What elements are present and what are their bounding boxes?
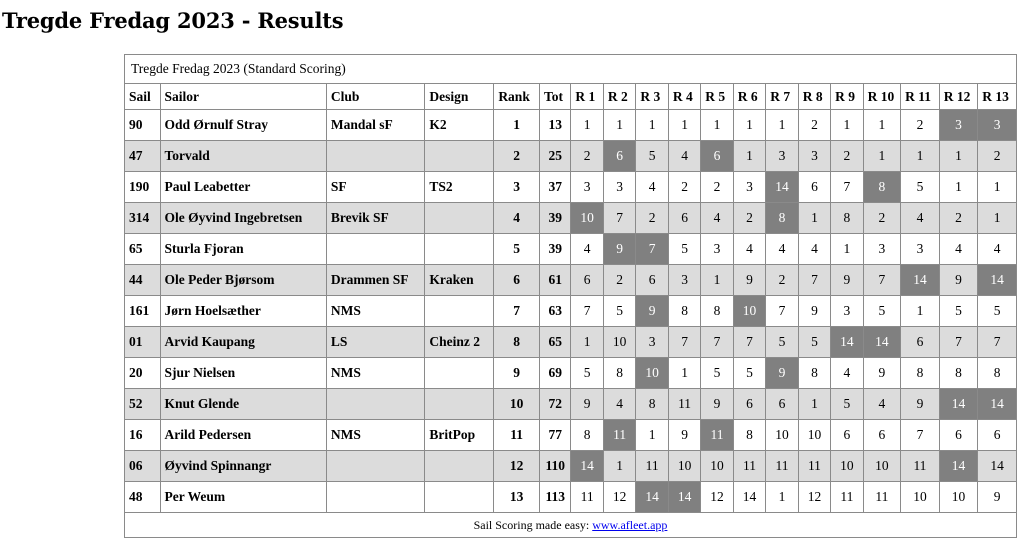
total-points: 110 xyxy=(539,451,570,482)
sailor-name: Knut Glende xyxy=(160,389,326,420)
sailor-name: Jørn Hoelsæther xyxy=(160,296,326,327)
column-header-tot: Tot xyxy=(539,84,570,110)
race-score: 5 xyxy=(603,296,635,327)
race-score-discarded: 11 xyxy=(701,420,733,451)
race-score-discarded: 8 xyxy=(766,203,798,234)
race-score: 4 xyxy=(636,172,668,203)
table-header-row xyxy=(125,84,1017,110)
table-row xyxy=(125,172,1017,203)
table-row xyxy=(125,420,1017,451)
boat-design xyxy=(425,141,494,172)
page-title: Tregde Fredag 2023 - Results xyxy=(2,8,344,33)
race-score: 1 xyxy=(863,141,901,172)
race-score: 1 xyxy=(798,389,830,420)
boat-design xyxy=(425,203,494,234)
race-score: 9 xyxy=(571,389,603,420)
race-score: 3 xyxy=(863,234,901,265)
race-score: 1 xyxy=(701,110,733,141)
race-score: 7 xyxy=(939,327,978,358)
table-row xyxy=(125,451,1017,482)
race-score: 3 xyxy=(636,327,668,358)
sail-number: 90 xyxy=(125,110,161,141)
rank-cell: 9 xyxy=(494,358,540,389)
race-score-discarded: 14 xyxy=(863,327,901,358)
club-name: Mandal sF xyxy=(326,110,424,141)
table-footer-row xyxy=(125,513,1017,538)
race-score: 9 xyxy=(733,265,765,296)
sailor-name: Sturla Fjoran xyxy=(160,234,326,265)
race-score: 8 xyxy=(901,358,940,389)
race-score: 2 xyxy=(766,265,798,296)
rank-cell: 8 xyxy=(494,327,540,358)
table-row xyxy=(125,296,1017,327)
rank-cell: 2 xyxy=(494,141,540,172)
race-score: 9 xyxy=(978,482,1017,513)
club-name: NMS xyxy=(326,296,424,327)
race-score: 7 xyxy=(901,420,940,451)
sailor-name: Per Weum xyxy=(160,482,326,513)
race-score: 8 xyxy=(798,358,830,389)
rank-cell: 4 xyxy=(494,203,540,234)
race-score: 7 xyxy=(603,203,635,234)
boat-design xyxy=(425,234,494,265)
boat-design xyxy=(425,482,494,513)
column-header-r-7: R 7 xyxy=(766,84,798,110)
race-score: 5 xyxy=(701,358,733,389)
race-score-discarded: 14 xyxy=(766,172,798,203)
column-header-r-10: R 10 xyxy=(863,84,901,110)
race-score-discarded: 14 xyxy=(978,265,1017,296)
race-score: 11 xyxy=(668,389,700,420)
race-score: 3 xyxy=(901,234,940,265)
race-score: 4 xyxy=(766,234,798,265)
race-score-discarded: 3 xyxy=(978,110,1017,141)
race-score: 1 xyxy=(701,265,733,296)
boat-design: Cheinz 2 xyxy=(425,327,494,358)
race-score: 2 xyxy=(901,110,940,141)
column-header-club: Club xyxy=(326,84,424,110)
footer-text: Sail Scoring made easy: xyxy=(473,517,593,532)
column-header-r-13: R 13 xyxy=(978,84,1017,110)
table-caption: Tregde Fredag 2023 (Standard Scoring) xyxy=(125,55,1017,84)
race-score: 1 xyxy=(603,451,635,482)
column-header-sail: Sail xyxy=(125,84,161,110)
race-score-discarded: 3 xyxy=(939,110,978,141)
column-header-r-8: R 8 xyxy=(798,84,830,110)
rank-cell: 13 xyxy=(494,482,540,513)
total-points: 61 xyxy=(539,265,570,296)
sail-number: 16 xyxy=(125,420,161,451)
race-score: 7 xyxy=(863,265,901,296)
club-name xyxy=(326,451,424,482)
sailor-name: Paul Leabetter xyxy=(160,172,326,203)
race-score-discarded: 6 xyxy=(603,141,635,172)
race-score: 1 xyxy=(978,203,1017,234)
table-row xyxy=(125,265,1017,296)
race-score: 9 xyxy=(701,389,733,420)
race-score: 1 xyxy=(939,172,978,203)
race-score: 7 xyxy=(766,296,798,327)
race-score: 8 xyxy=(668,296,700,327)
race-score: 2 xyxy=(863,203,901,234)
race-score: 1 xyxy=(766,110,798,141)
race-score-discarded: 14 xyxy=(978,389,1017,420)
race-score: 5 xyxy=(831,389,863,420)
race-score: 3 xyxy=(831,296,863,327)
race-score: 11 xyxy=(798,451,830,482)
race-score: 10 xyxy=(831,451,863,482)
race-score: 3 xyxy=(733,172,765,203)
sailor-name: Odd Ørnulf Stray xyxy=(160,110,326,141)
column-header-sailor: Sailor xyxy=(160,84,326,110)
race-score: 1 xyxy=(901,296,940,327)
total-points: 39 xyxy=(539,203,570,234)
sail-number: 01 xyxy=(125,327,161,358)
race-score: 5 xyxy=(571,358,603,389)
sailor-name: Ole Peder Bjørsom xyxy=(160,265,326,296)
race-score: 1 xyxy=(766,482,798,513)
race-score: 12 xyxy=(603,482,635,513)
race-score-discarded: 10 xyxy=(636,358,668,389)
column-header-r-12: R 12 xyxy=(939,84,978,110)
race-score: 11 xyxy=(901,451,940,482)
race-score: 5 xyxy=(939,296,978,327)
race-score: 6 xyxy=(901,327,940,358)
race-score: 11 xyxy=(863,482,901,513)
race-score: 8 xyxy=(603,358,635,389)
race-score: 1 xyxy=(668,110,700,141)
total-points: 39 xyxy=(539,234,570,265)
race-score: 3 xyxy=(603,172,635,203)
race-score: 4 xyxy=(733,234,765,265)
sail-number: 52 xyxy=(125,389,161,420)
table-row xyxy=(125,234,1017,265)
table-caption-row xyxy=(125,55,1017,84)
boat-design: Kraken xyxy=(425,265,494,296)
race-score: 6 xyxy=(798,172,830,203)
race-score: 5 xyxy=(636,141,668,172)
race-score: 9 xyxy=(939,265,978,296)
club-name: Brevik SF xyxy=(326,203,424,234)
race-score: 4 xyxy=(798,234,830,265)
total-points: 37 xyxy=(539,172,570,203)
race-score: 8 xyxy=(978,358,1017,389)
race-score: 9 xyxy=(668,420,700,451)
race-score: 2 xyxy=(571,141,603,172)
boat-design: K2 xyxy=(425,110,494,141)
table-row xyxy=(125,482,1017,513)
race-score: 10 xyxy=(766,420,798,451)
race-score: 8 xyxy=(831,203,863,234)
race-score: 2 xyxy=(831,141,863,172)
race-score: 5 xyxy=(668,234,700,265)
race-score-discarded: 9 xyxy=(603,234,635,265)
race-score: 3 xyxy=(668,265,700,296)
race-score: 6 xyxy=(766,389,798,420)
race-score: 10 xyxy=(701,451,733,482)
race-score: 14 xyxy=(978,451,1017,482)
column-header-r-2: R 2 xyxy=(603,84,635,110)
race-score: 2 xyxy=(668,172,700,203)
club-name: NMS xyxy=(326,358,424,389)
race-score: 2 xyxy=(701,172,733,203)
race-score: 1 xyxy=(733,141,765,172)
race-score-discarded: 14 xyxy=(571,451,603,482)
race-score: 3 xyxy=(571,172,603,203)
sail-number: 48 xyxy=(125,482,161,513)
column-header-r-4: R 4 xyxy=(668,84,700,110)
race-score: 9 xyxy=(831,265,863,296)
race-score-discarded: 11 xyxy=(603,420,635,451)
race-score: 2 xyxy=(603,265,635,296)
race-score-discarded: 9 xyxy=(766,358,798,389)
race-score: 7 xyxy=(733,327,765,358)
total-points: 25 xyxy=(539,141,570,172)
sailor-name: Øyvind Spinnangr xyxy=(160,451,326,482)
race-score: 10 xyxy=(901,482,940,513)
sail-number: 06 xyxy=(125,451,161,482)
boat-design: BritPop xyxy=(425,420,494,451)
table-row xyxy=(125,327,1017,358)
race-score: 9 xyxy=(901,389,940,420)
race-score: 1 xyxy=(571,110,603,141)
race-score: 6 xyxy=(863,420,901,451)
race-score: 6 xyxy=(939,420,978,451)
race-score: 1 xyxy=(603,110,635,141)
race-score: 7 xyxy=(571,296,603,327)
race-score: 11 xyxy=(571,482,603,513)
race-score: 8 xyxy=(571,420,603,451)
race-score: 1 xyxy=(733,110,765,141)
total-points: 77 xyxy=(539,420,570,451)
race-score-discarded: 9 xyxy=(636,296,668,327)
race-score: 11 xyxy=(733,451,765,482)
total-points: 13 xyxy=(539,110,570,141)
race-score: 1 xyxy=(668,358,700,389)
rank-cell: 1 xyxy=(494,110,540,141)
sail-number: 161 xyxy=(125,296,161,327)
race-score-discarded: 14 xyxy=(939,451,978,482)
club-name xyxy=(326,389,424,420)
race-score: 5 xyxy=(863,296,901,327)
club-name xyxy=(326,234,424,265)
total-points: 113 xyxy=(539,482,570,513)
sail-number: 20 xyxy=(125,358,161,389)
race-score: 8 xyxy=(733,420,765,451)
race-score: 4 xyxy=(901,203,940,234)
race-score: 2 xyxy=(798,110,830,141)
column-header-r-3: R 3 xyxy=(636,84,668,110)
race-score: 5 xyxy=(798,327,830,358)
race-score: 4 xyxy=(831,358,863,389)
race-score: 1 xyxy=(978,172,1017,203)
race-score: 5 xyxy=(901,172,940,203)
rank-cell: 10 xyxy=(494,389,540,420)
sail-number: 44 xyxy=(125,265,161,296)
race-score: 1 xyxy=(901,141,940,172)
total-points: 65 xyxy=(539,327,570,358)
boat-design xyxy=(425,389,494,420)
race-score: 5 xyxy=(978,296,1017,327)
rank-cell: 3 xyxy=(494,172,540,203)
race-score: 7 xyxy=(701,327,733,358)
total-points: 63 xyxy=(539,296,570,327)
sailor-name: Arild Pedersen xyxy=(160,420,326,451)
results-table-container xyxy=(124,54,1017,538)
race-score: 8 xyxy=(636,389,668,420)
race-score: 6 xyxy=(733,389,765,420)
sail-number: 314 xyxy=(125,203,161,234)
rank-cell: 6 xyxy=(494,265,540,296)
race-score-discarded: 14 xyxy=(668,482,700,513)
sailor-name: Ole Øyvind Ingebretsen xyxy=(160,203,326,234)
club-name: LS xyxy=(326,327,424,358)
boat-design xyxy=(425,451,494,482)
race-score: 4 xyxy=(701,203,733,234)
race-score: 3 xyxy=(798,141,830,172)
race-score-discarded: 10 xyxy=(571,203,603,234)
club-name: NMS xyxy=(326,420,424,451)
sailor-name: Arvid Kaupang xyxy=(160,327,326,358)
race-score: 7 xyxy=(668,327,700,358)
race-score: 11 xyxy=(766,451,798,482)
race-score: 4 xyxy=(603,389,635,420)
race-score: 5 xyxy=(766,327,798,358)
results-table xyxy=(124,54,1017,538)
race-score: 7 xyxy=(831,172,863,203)
race-score: 12 xyxy=(798,482,830,513)
race-score: 4 xyxy=(939,234,978,265)
race-score: 4 xyxy=(863,389,901,420)
club-name: SF xyxy=(326,172,424,203)
race-score: 4 xyxy=(978,234,1017,265)
table-row xyxy=(125,141,1017,172)
race-score: 5 xyxy=(733,358,765,389)
sail-number: 190 xyxy=(125,172,161,203)
race-score: 12 xyxy=(701,482,733,513)
table-row xyxy=(125,358,1017,389)
race-score: 3 xyxy=(766,141,798,172)
race-score: 10 xyxy=(939,482,978,513)
race-score: 11 xyxy=(636,451,668,482)
total-points: 72 xyxy=(539,389,570,420)
sail-number: 47 xyxy=(125,141,161,172)
race-score: 7 xyxy=(798,265,830,296)
race-score: 6 xyxy=(571,265,603,296)
race-score: 6 xyxy=(831,420,863,451)
sailor-name: Torvald xyxy=(160,141,326,172)
column-header-r-11: R 11 xyxy=(901,84,940,110)
race-score: 4 xyxy=(668,141,700,172)
race-score: 3 xyxy=(701,234,733,265)
sail-number: 65 xyxy=(125,234,161,265)
column-header-r-9: R 9 xyxy=(831,84,863,110)
club-name xyxy=(326,141,424,172)
race-score: 1 xyxy=(863,110,901,141)
rank-cell: 5 xyxy=(494,234,540,265)
race-score: 14 xyxy=(733,482,765,513)
race-score: 1 xyxy=(798,203,830,234)
race-score: 9 xyxy=(798,296,830,327)
race-score: 4 xyxy=(571,234,603,265)
column-header-r-1: R 1 xyxy=(571,84,603,110)
club-name xyxy=(326,482,424,513)
race-score-discarded: 10 xyxy=(733,296,765,327)
race-score: 6 xyxy=(668,203,700,234)
race-score: 1 xyxy=(571,327,603,358)
column-header-rank: Rank xyxy=(494,84,540,110)
table-footer xyxy=(125,513,1017,538)
rank-cell: 7 xyxy=(494,296,540,327)
race-score: 8 xyxy=(939,358,978,389)
race-score-discarded: 14 xyxy=(636,482,668,513)
race-score: 1 xyxy=(831,110,863,141)
sailor-name: Sjur Nielsen xyxy=(160,358,326,389)
total-points: 69 xyxy=(539,358,570,389)
club-name: Drammen SF xyxy=(326,265,424,296)
column-header-r-5: R 5 xyxy=(701,84,733,110)
table-row xyxy=(125,389,1017,420)
race-score: 10 xyxy=(863,451,901,482)
race-score: 6 xyxy=(978,420,1017,451)
rank-cell: 12 xyxy=(494,451,540,482)
race-score: 1 xyxy=(636,420,668,451)
rank-cell: 11 xyxy=(494,420,540,451)
race-score: 2 xyxy=(939,203,978,234)
race-score: 1 xyxy=(831,234,863,265)
race-score-discarded: 8 xyxy=(863,172,901,203)
race-score: 2 xyxy=(978,141,1017,172)
race-score-discarded: 6 xyxy=(701,141,733,172)
boat-design: TS2 xyxy=(425,172,494,203)
column-header-r-6: R 6 xyxy=(733,84,765,110)
race-score: 11 xyxy=(831,482,863,513)
race-score: 2 xyxy=(733,203,765,234)
race-score: 2 xyxy=(636,203,668,234)
afleet-link[interactable]: www.afleet.app xyxy=(592,517,668,532)
race-score: 10 xyxy=(603,327,635,358)
race-score: 1 xyxy=(939,141,978,172)
boat-design xyxy=(425,296,494,327)
race-score: 1 xyxy=(636,110,668,141)
race-score-discarded: 7 xyxy=(636,234,668,265)
race-score: 6 xyxy=(636,265,668,296)
race-score: 10 xyxy=(668,451,700,482)
race-score: 7 xyxy=(978,327,1017,358)
race-score-discarded: 14 xyxy=(901,265,940,296)
column-header-design: Design xyxy=(425,84,494,110)
race-score-discarded: 14 xyxy=(939,389,978,420)
race-score: 10 xyxy=(798,420,830,451)
table-row xyxy=(125,110,1017,141)
race-score: 8 xyxy=(701,296,733,327)
table-row xyxy=(125,203,1017,234)
race-score: 9 xyxy=(863,358,901,389)
race-score-discarded: 14 xyxy=(831,327,863,358)
boat-design xyxy=(425,358,494,389)
